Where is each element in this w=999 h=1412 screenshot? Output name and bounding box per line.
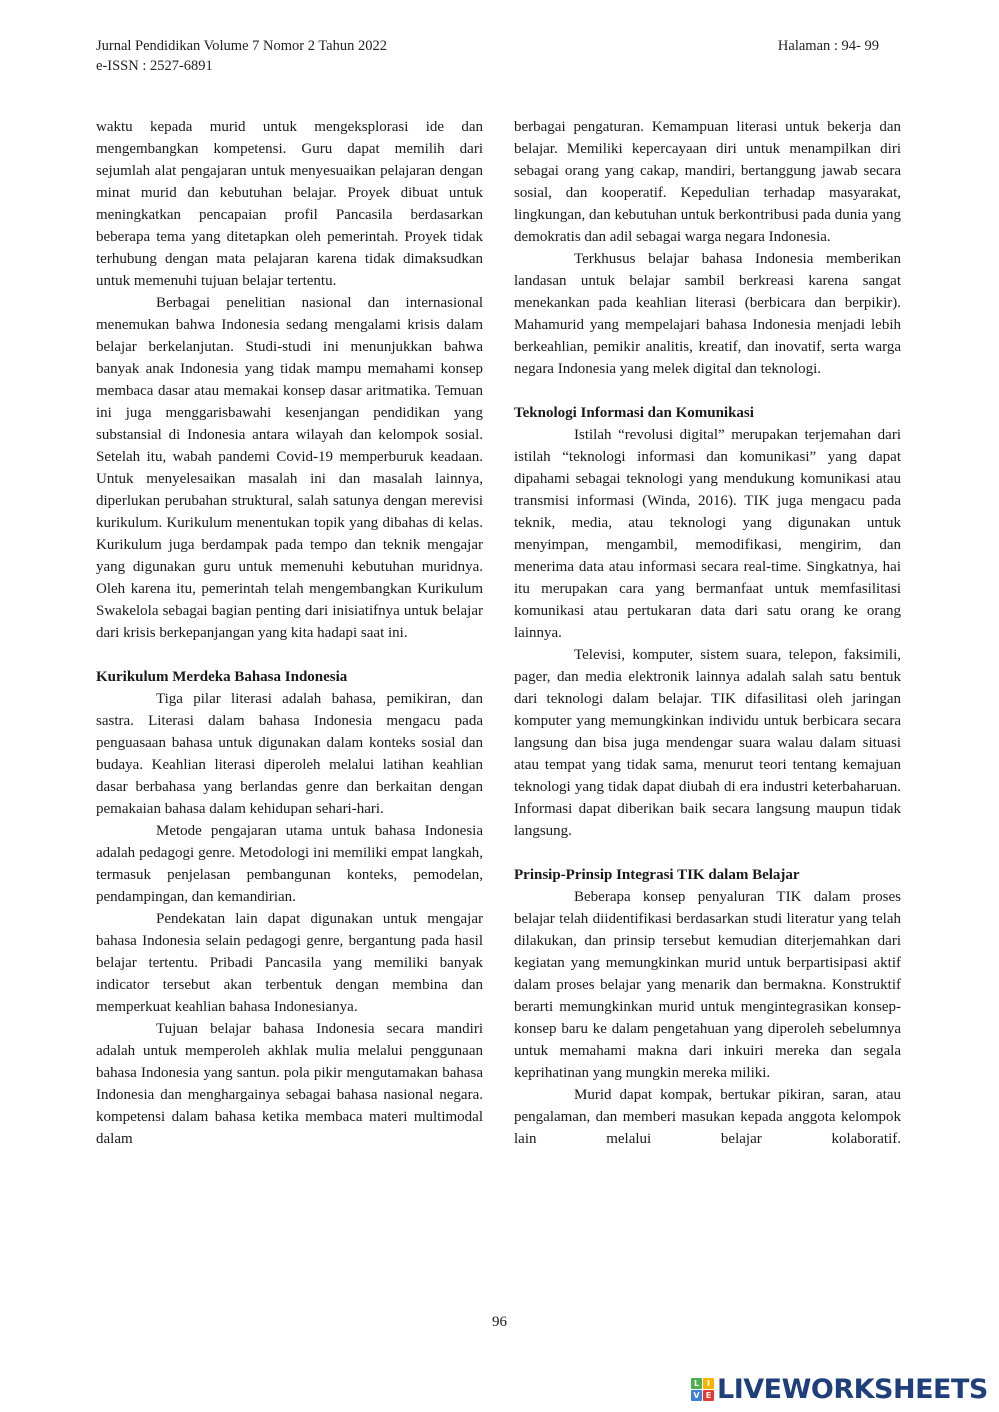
- paragraph: Istilah “revolusi digital” merupakan terjemahan dari istilah “teknologi informasi dan komunikasi” yang dapat dipahami sebagai teknologi yang mendukung komunikasi atau transmisi informasi (Winda, 2016). TIK juga mengacu pada teknik, media, atau teknologi yang digunakan untuk menyimpan, mengambil, memodifikasi, mengirim, dan menerima data atau informasi secara real-time. Singkatnya, hai itu merupakan cara yang bermanfaat untuk memfasilitasi komunikasi atau pertukaran data dari satu orang ke orang lainnya.: [514, 427, 901, 641]
- page-number: 96: [492, 1314, 507, 1330]
- issn: e-ISSN : 2527-6891: [96, 58, 213, 74]
- right-column: [514, 116, 901, 1150]
- journal-title: Jurnal Pendidikan Volume 7 Nomor 2 Tahun 2022: [96, 38, 387, 54]
- paragraph: Pendekatan lain dapat digunakan untuk mengajar bahasa Indonesia selain pedagogi genre, bergantung pada hasil belajar tertentu. Pribadi Pancasila yang memiliki banyak indicator tersebut akan terbentuk dengan membina dan memperkuat keahlian bahasa Indonesianya.: [96, 911, 483, 1015]
- logo-letter-i: I: [703, 1378, 714, 1389]
- paragraph: Terkhusus belajar bahasa Indonesia memberikan landasan untuk belajar sambil berkreasi karena sangat menekankan pada keahlian literasi (berbicara dan berpikir). Mahamurid yang mempelajari bahasa Indonesia menjadi lebih berkeahlian, pemikir analitis, kreatif, dan inovatif, serta warga negara Indonesia yang melek digital dan teknologi.: [514, 251, 901, 377]
- logo-letter-v: V: [691, 1390, 702, 1401]
- logo-letter-e: E: [703, 1390, 714, 1401]
- paragraph: waktu kepada murid untuk mengeksplorasi ide dan mengembangkan kompetensi. Guru dapat memilih dari sejumlah alat pengajaran untuk menyesuaikan pelajaran dengan minat murid dan kebutuhan belajar. Proyek dibuat untuk meningkatkan pencapaian profil Pancasila berdasarkan beberapa tema yang ditetapkan oleh pemerintah. Proyek tidak terhubung dengan mata pelajaran karena tidak dimaksudkan untuk memenuhi tujuan belajar tertentu.: [96, 119, 483, 289]
- section-heading: Teknologi Informasi dan Komunikasi: [514, 405, 754, 421]
- page-header: [96, 36, 879, 76]
- paragraph: Murid dapat kompak, bertukar pikiran, saran, atau pengalaman, dan memberi masukan kepada anggota kelompok lain melalui belajar kolaboratif.: [514, 1087, 901, 1147]
- paragraph: berbagai pengaturan. Kemampuan literasi untuk bekerja dan belajar. Memiliki kepercayaan diri untuk menampilkan diri sebagai orang yang cakap, mandiri, bertanggung jawab secara sosial, dan kooperatif. Kepedulian terhadap masyarakat, lingkungan, dan kebutuhan untuk berkontribusi pada dunia yang demokratis dan adil sebagai warga negara Indonesia.: [514, 119, 901, 245]
- paragraph: Televisi, komputer, sistem suara, telepon, faksimili, pager, dan media elektronik lainnya adalah salah satu bentuk dari teknologi dalam belajar. TIK difasilitasi oleh jaringan komputer yang memungkinkan individu untuk berbicara secara langsung dan bisa juga mendengar suara walau dalam situasi atau tempat yang tidak sama, menurut teori tentang kemajuan teknologi yang tidak dapat diubah di era industri keterbaharuan. Informasi dapat diberikan baik secara langsung maupun tidak langsung.: [514, 647, 901, 839]
- paragraph: Berbagai penelitian nasional dan internasional menemukan bahwa Indonesia sedang mengalami krisis dalam belajar berkelanjutan. Studi-studi ini menunjukkan bahwa banyak anak Indonesia yang tidak mampu memahami konsep membaca dasar atau memakai konsep dasar aritmatika. Temuan ini juga menggarisbawahi kesenjangan pendidikan yang substansial di Indonesia antara wilayah dan kelompok sosial. Setelah itu, wabah pandemi Covid-19 memperburuk keadaan. Untuk menyelesaikan masalah ini dan masalah lainnya, diperlukan perubahan struktural, salah satunya dengan merevisi kurikulum. Kurikulum menentukan topik yang dibahas di kelas. Kurikulum juga berdampak pada tempo dan teknik mengajar yang digunakan guru untuk memenuhi kebutuhan muridnya. Oleh karena itu, pemerintah telah mengembangkan Kurikulum Swakelola sebagai bagian penting dari inisiatifnya untuk belajar dari krisis berkepanjangan yang kita hadapi saat ini.: [96, 295, 483, 641]
- live-blocks-icon: [691, 1378, 714, 1401]
- page-range: Halaman : 94- 99: [777, 38, 879, 54]
- section-heading: Prinsip-Prinsip Integrasi TIK dalam Belajar: [514, 867, 800, 883]
- logo-text: LIVEWORKSHEETS: [717, 1374, 988, 1405]
- paragraph: Beberapa konsep penyaluran TIK dalam proses belajar telah diidentifikasi berdasarkan studi literatur yang telah dilakukan, dan prinsip tersebut kemudian diterjemahkan dari kegiatan yang memungkinkan murid untuk berpartisipasi aktif dalam proses belajar yang menarik dan bermakna. Konstruktif berarti memungkinkan murid untuk mengintegrasikan konsep-konsep baru ke dalam pengetahuan yang diperoleh sebelumnya untuk memahami makna dari inkuiri mereka dan segala keprihatinan yang mungkin mereka miliki.: [514, 889, 901, 1081]
- section-heading: Kurikulum Merdeka Bahasa Indonesia: [96, 669, 348, 685]
- logo-letter-l: L: [691, 1378, 702, 1389]
- paragraph: Metode pengajaran utama untuk bahasa Indonesia adalah pedagogi genre. Metodologi ini memiliki empat langkah, termasuk penjelasan pembangunan konteks, pemodelan, pendampingan, dan kemandirian.: [96, 823, 483, 905]
- paragraph: Tujuan belajar bahasa Indonesia secara mandiri adalah untuk memperoleh akhlak mulia melalui penggunaan bahasa Indonesia yang santun. pola pikir mengutamakan bahasa Indonesia dan menghargainya sebagai bahasa nasional negara. kompetensi dalam bahasa ketika membaca materi multimodal dalam: [96, 1021, 483, 1147]
- left-column: [96, 116, 483, 1150]
- paragraph: Tiga pilar literasi adalah bahasa, pemikiran, dan sastra. Literasi dalam bahasa Indonesia mengacu pada penguasaan bahasa untuk digunakan dalam konteks sosial dan budaya. Keahlian literasi diperoleh melalui latihan keahlian dasar berbahasa yang berlandas genre dan berkaitan dengan pemakaian bahasa dalam kehidupan sehari-hari.: [96, 691, 483, 817]
- liveworksheets-logo: [691, 1374, 988, 1405]
